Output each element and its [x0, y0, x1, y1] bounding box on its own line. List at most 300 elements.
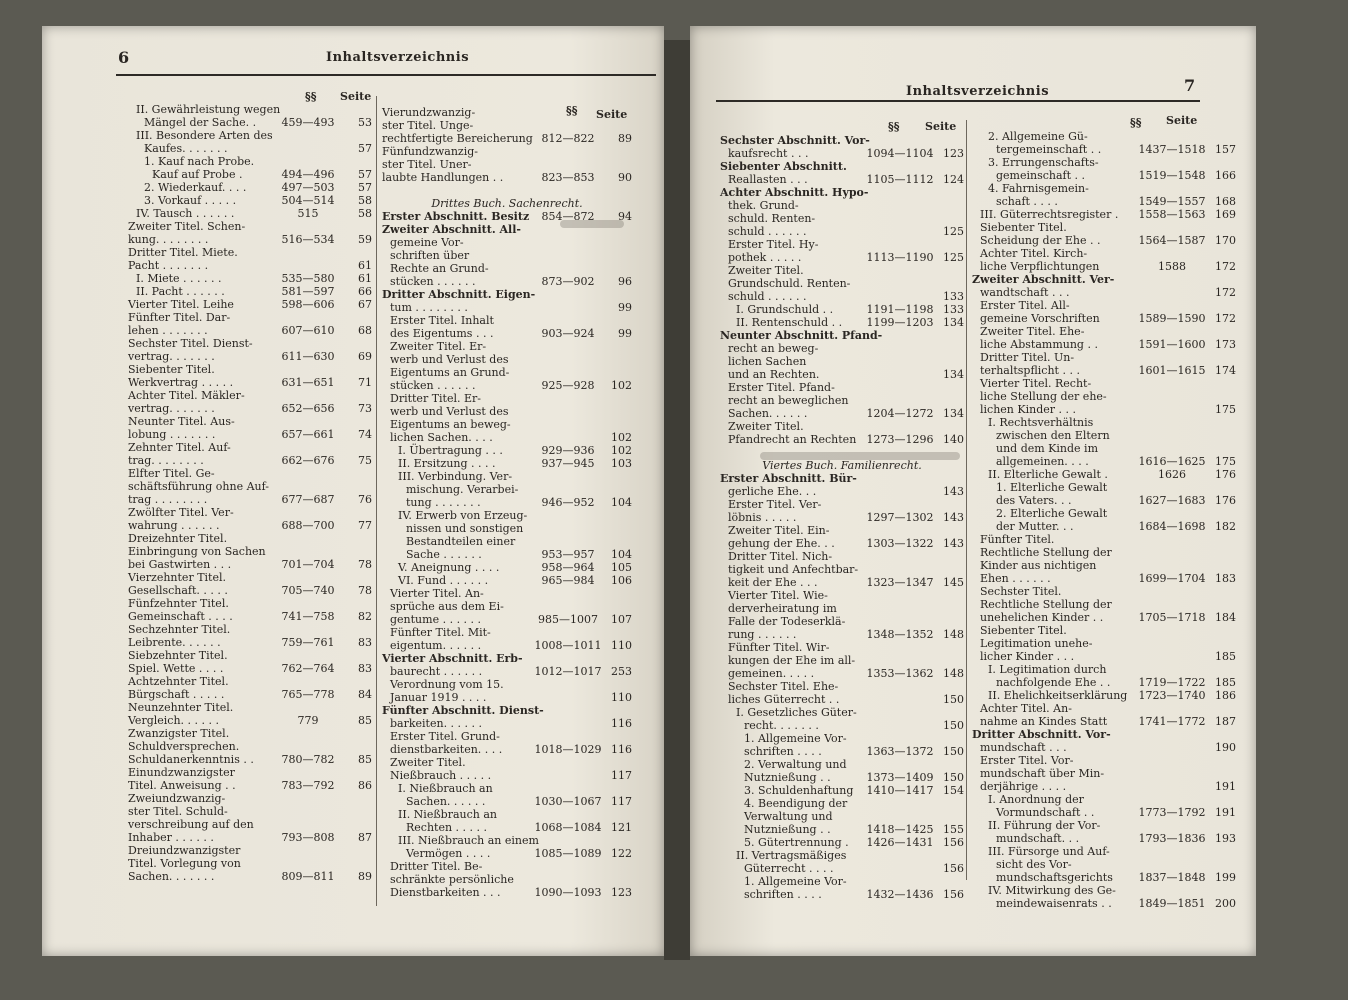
- toc-entry-title: Werkvertrag . . . . .: [128, 376, 234, 389]
- toc-entry-paragraphs: 812—822: [541, 132, 595, 145]
- right-col1-head-page: Seite: [925, 120, 957, 133]
- toc-entry: [972, 793, 1236, 806]
- toc-entry-page: 76: [358, 493, 372, 506]
- toc-entry-page: 61: [358, 272, 372, 285]
- toc-entry-title: Inhaber . . . . . .: [128, 831, 214, 844]
- toc-entry-title: der Mutter. . .: [996, 520, 1074, 533]
- toc-entry-title: Dritter Titel. Nich-: [728, 550, 833, 563]
- toc-entry-title: liche Abstammung . .: [980, 338, 1098, 351]
- toc-entry-title: Siebenter Titel.: [128, 363, 215, 376]
- toc-entry-page: 125: [943, 225, 964, 238]
- toc-entry-title: Siebenter Titel.: [980, 624, 1067, 637]
- toc-entry-title: Elfter Titel. Ge-: [128, 467, 215, 480]
- toc-entry: [720, 394, 964, 407]
- toc-entry-paragraphs: 925—928: [541, 379, 595, 392]
- toc-entry-title: mischung. Verarbei-: [406, 483, 519, 496]
- toc-entry: [382, 301, 632, 314]
- toc-entry-title: kungen der Ehe im all-: [728, 654, 856, 667]
- toc-entry-paragraphs: 1549—1557: [1138, 195, 1206, 208]
- toc-entry-title: Eigentums an beweg-: [390, 418, 511, 431]
- toc-entry: [382, 743, 632, 756]
- toc-entry-title: trag. . . . . . . .: [128, 454, 204, 467]
- toc-entry-paragraphs: 1199—1203: [866, 316, 934, 329]
- toc-entry: [972, 416, 1236, 429]
- toc-entry: [382, 353, 632, 366]
- toc-entry-title: Sechzehnter Titel.: [128, 623, 231, 636]
- toc-entry-page: 68: [358, 324, 372, 337]
- toc-entry-title: Sechster Abschnitt. Vor-: [720, 134, 870, 147]
- toc-entry-title: stücken . . . . . .: [390, 275, 476, 288]
- toc-entry-page: 123: [943, 147, 964, 160]
- toc-entry: [720, 368, 964, 381]
- toc-entry-page: 143: [943, 485, 964, 498]
- toc-entry: [382, 782, 632, 795]
- toc-entry-page: 78: [358, 558, 372, 571]
- toc-entry: [972, 494, 1236, 507]
- toc-entry: [382, 795, 632, 808]
- toc-entry-title: gemeinschaft . .: [996, 169, 1086, 182]
- toc-entry-page: 173: [1215, 338, 1236, 351]
- toc-entry-title: Zweiter Titel.: [728, 264, 804, 277]
- toc-entry-page: 104: [611, 496, 632, 509]
- toc-entry: [720, 355, 964, 368]
- toc-entry-title: Neunzehnter Titel.: [128, 701, 234, 714]
- toc-entry-title: Fünfter Abschnitt. Dienst-: [382, 704, 544, 717]
- toc-entry-title: Reallasten . . .: [728, 173, 808, 186]
- toc-entry-page: 150: [943, 745, 964, 758]
- toc-entry-title: 3. Schuldenhaftung: [744, 784, 854, 797]
- toc-entry-title: II. Nießbrauch an: [398, 808, 498, 821]
- toc-entry-title: Fünfter Titel. Dar-: [128, 311, 231, 324]
- right-col2-head-paras: §§: [1130, 116, 1142, 129]
- left-column-divider: [376, 96, 377, 906]
- toc-entry: [382, 496, 632, 509]
- toc-entry-title: Vierter Titel. Wie-: [728, 589, 828, 602]
- toc-entry: [972, 611, 1236, 624]
- toc-entry: [972, 377, 1236, 390]
- toc-entry-title: Zweiter Titel.: [728, 420, 804, 433]
- toc-entry: [972, 130, 1236, 143]
- toc-entry-page: 124: [943, 173, 964, 186]
- toc-entry: [720, 784, 964, 797]
- toc-entry: [128, 311, 372, 324]
- toc-entry-title: pothek . . . . .: [728, 251, 802, 264]
- toc-entry-paragraphs: 662—676: [281, 454, 335, 467]
- toc-entry-title: Bestandteilen einer: [406, 535, 516, 548]
- toc-entry-paragraphs: 1437—1518: [1138, 143, 1206, 156]
- toc-entry: [972, 663, 1236, 676]
- toc-entry: [972, 260, 1236, 273]
- toc-entry-title: schuld. Renten-: [728, 212, 816, 225]
- toc-entry: [382, 145, 632, 158]
- toc-entry-paragraphs: 1719—1722: [1138, 676, 1206, 689]
- toc-entry: [972, 247, 1236, 260]
- toc-entry-title: Pfandrecht an Rechten: [728, 433, 857, 446]
- toc-entry: [720, 719, 964, 732]
- toc-entry-title: lichen Sachen: [728, 355, 807, 368]
- toc-entry-title: tigkeit und Anfechtbar-: [728, 563, 859, 576]
- toc-entry-paragraphs: 793—808: [281, 831, 335, 844]
- toc-entry: [128, 155, 372, 168]
- toc-entry-page: 134: [943, 368, 964, 381]
- toc-entry: [382, 561, 632, 574]
- toc-entry: [720, 680, 964, 693]
- toc-entry-title: Zwanzigster Titel.: [128, 727, 230, 740]
- toc-entry-title: Fünfundzwanzig-: [382, 145, 479, 158]
- toc-entry-paragraphs: 607—610: [281, 324, 335, 337]
- toc-entry-paragraphs: 1705—1718: [1138, 611, 1206, 624]
- toc-entry-title: Zweiundzwanzig-: [128, 792, 226, 805]
- toc-entry-page: 191: [1215, 806, 1236, 819]
- toc-entry-title: Spiel. Wette . . . .: [128, 662, 224, 675]
- toc-entry: [972, 468, 1236, 481]
- toc-entry-title: eigentum. . . . . .: [390, 639, 482, 652]
- toc-entry-title: Dritter Titel. Er-: [390, 392, 482, 405]
- toc-entry: [720, 498, 964, 511]
- toc-entry-title: liche Stellung der ehe-: [980, 390, 1107, 403]
- toc-entry: [382, 366, 632, 379]
- toc-entry-title: Erster Titel. Ver-: [728, 498, 822, 511]
- toc-entry: [972, 572, 1236, 585]
- toc-entry: [972, 481, 1236, 494]
- toc-entry: [128, 259, 372, 272]
- toc-entry: [720, 602, 964, 615]
- toc-entry-page: 99: [618, 327, 632, 340]
- toc-entry-paragraphs: 965—984: [541, 574, 595, 587]
- toc-entry-title: nachfolgende Ehe . .: [996, 676, 1111, 689]
- toc-entry: [382, 509, 632, 522]
- toc-entry-title: Bürgschaft . . . . .: [128, 688, 225, 701]
- toc-entry: [382, 457, 632, 470]
- toc-entry-title: derverheiratung im: [728, 602, 837, 615]
- toc-entry: [972, 455, 1236, 468]
- toc-entry: [720, 511, 964, 524]
- toc-entry: [382, 483, 632, 496]
- toc-entry: [720, 303, 964, 316]
- toc-entry: [720, 459, 964, 472]
- toc-entry-title: Verwaltung und: [744, 810, 833, 823]
- toc-entry-title: Eigentums an Grund-: [390, 366, 510, 379]
- left-col1-head-paras: §§: [305, 90, 317, 103]
- toc-entry: [128, 584, 372, 597]
- left-column-1: [128, 103, 372, 883]
- toc-entry: [972, 702, 1236, 715]
- toc-entry-page: 121: [611, 821, 632, 834]
- toc-entry: [720, 238, 964, 251]
- toc-entry: [720, 576, 964, 589]
- toc-entry: [972, 819, 1236, 832]
- toc-entry-page: 117: [611, 795, 632, 808]
- toc-entry-page: 104: [611, 548, 632, 561]
- toc-entry: [972, 832, 1236, 845]
- toc-entry: [972, 195, 1236, 208]
- toc-entry: [382, 860, 632, 873]
- toc-entry-title: zwischen den Eltern: [996, 429, 1110, 442]
- toc-entry: [382, 886, 632, 899]
- toc-entry-page: 58: [358, 207, 372, 220]
- toc-entry-page: 156: [943, 836, 964, 849]
- toc-entry: [972, 221, 1236, 234]
- toc-entry-title: lichen Kinder . . .: [980, 403, 1076, 416]
- toc-entry: [128, 298, 372, 311]
- toc-entry: [720, 849, 964, 862]
- toc-entry: [128, 870, 372, 883]
- toc-entry-title: Dritter Titel. Miete.: [128, 246, 238, 259]
- left-col2-head-paras: §§: [566, 104, 578, 117]
- toc-entry-page: 57: [358, 168, 372, 181]
- toc-entry-page: 155: [943, 823, 964, 836]
- toc-entry-title: mundschaft . . .: [980, 741, 1067, 754]
- toc-entry: [128, 389, 372, 402]
- toc-entry-title: und dem Kinde im: [996, 442, 1099, 455]
- toc-entry: [382, 262, 632, 275]
- toc-entry-title: Dritter Titel. Un-: [980, 351, 1075, 364]
- toc-entry-title: Achter Titel. Mäkler-: [128, 389, 245, 402]
- toc-entry: [382, 613, 632, 626]
- toc-entry-title: 5. Gütertrennung .: [744, 836, 849, 849]
- right-column-2: [972, 130, 1236, 910]
- toc-entry-paragraphs: 809—811: [281, 870, 335, 883]
- toc-entry: [972, 741, 1236, 754]
- toc-entry-title: schuld . . . . . .: [728, 290, 807, 303]
- toc-entry: [720, 407, 964, 420]
- toc-entry: [382, 665, 632, 678]
- toc-entry-title: licher Kinder . . .: [980, 650, 1075, 663]
- toc-entry: [720, 888, 964, 901]
- toc-entry-page: 184: [1215, 611, 1236, 624]
- toc-entry-page: 69: [358, 350, 372, 363]
- toc-entry: [720, 342, 964, 355]
- toc-entry-title: barkeiten. . . . . .: [390, 717, 483, 730]
- toc-entry: [720, 381, 964, 394]
- toc-entry-title: Erster Titel. Inhalt: [390, 314, 494, 327]
- toc-entry-title: Erster Titel. Grund-: [390, 730, 500, 743]
- toc-entry-title: Fünfter Titel. Mit-: [390, 626, 491, 639]
- toc-entry-title: nahme an Kindes Statt: [980, 715, 1108, 728]
- toc-entry-page: 150: [943, 719, 964, 732]
- toc-entry: [720, 836, 964, 849]
- toc-entry-title: I. Anordnung der: [988, 793, 1084, 806]
- toc-entry-title: Scheidung der Ehe . .: [980, 234, 1101, 247]
- toc-entry-page: 57: [358, 181, 372, 194]
- toc-entry: [128, 272, 372, 285]
- toc-entry: [382, 756, 632, 769]
- toc-entry: [128, 831, 372, 844]
- toc-entry-page: 59: [358, 233, 372, 246]
- toc-entry: [128, 506, 372, 519]
- toc-entry: [128, 233, 372, 246]
- toc-entry: [382, 678, 632, 691]
- toc-entry-page: 172: [1215, 312, 1236, 325]
- toc-entry: [972, 780, 1236, 793]
- toc-entry: [972, 871, 1236, 884]
- toc-entry-page: 145: [943, 576, 964, 589]
- toc-entry: [720, 329, 964, 342]
- toc-entry-page: 148: [943, 628, 964, 641]
- toc-entry-page: 87: [358, 831, 372, 844]
- left-page-number: 6: [118, 48, 130, 67]
- toc-entry-paragraphs: 823—853: [541, 171, 595, 184]
- toc-entry-title: ster Titel. Unge-: [382, 119, 474, 132]
- toc-entry-page: 122: [611, 847, 632, 860]
- toc-entry: [382, 847, 632, 860]
- toc-entry-title: Pacht . . . . . . .: [128, 259, 209, 272]
- toc-entry: [382, 327, 632, 340]
- toc-entry-title: sicht des Vor-: [996, 858, 1072, 871]
- toc-entry: [128, 857, 372, 870]
- toc-entry-title: III. Fürsorge und Auf-: [988, 845, 1110, 858]
- toc-entry-paragraphs: 1373—1409: [866, 771, 934, 784]
- toc-entry-title: Vierter Abschnitt. Erb-: [382, 652, 523, 665]
- toc-entry-paragraphs: 581—597: [281, 285, 335, 298]
- toc-entry-title: Güterrecht . . . .: [744, 862, 834, 875]
- toc-entry-page: 186: [1215, 689, 1236, 702]
- toc-entry-page: 187: [1215, 715, 1236, 728]
- toc-entry-title: schränkte persönliche: [390, 873, 514, 886]
- toc-entry-title: III. Güterrechtsregister .: [980, 208, 1119, 221]
- toc-entry-paragraphs: 765—778: [281, 688, 335, 701]
- toc-entry: [382, 873, 632, 886]
- toc-entry-title: gerliche Ehe. . .: [728, 485, 817, 498]
- toc-entry-title: lehen . . . . . . .: [128, 324, 208, 337]
- toc-entry-title: Siebenter Abschnitt.: [720, 160, 847, 173]
- toc-entry-paragraphs: 759—761: [281, 636, 335, 649]
- toc-entry: [382, 106, 632, 119]
- toc-entry-title: kaufsrecht . . .: [728, 147, 809, 160]
- toc-entry-title: Falle der Todeserklä-: [728, 615, 846, 628]
- toc-entry: [128, 610, 372, 623]
- toc-entry-page: 156: [943, 888, 964, 901]
- toc-entry-paragraphs: 1363—1372: [866, 745, 934, 758]
- toc-entry: [972, 520, 1236, 533]
- toc-entry: [382, 236, 632, 249]
- toc-entry: [128, 467, 372, 480]
- toc-entry-title: II. Pacht . . . . . .: [136, 285, 225, 298]
- toc-entry: [720, 472, 964, 485]
- toc-entry-paragraphs: 611—630: [281, 350, 335, 363]
- toc-entry-title: gemeinen. . . . .: [728, 667, 815, 680]
- toc-entry-title: Fünfter Titel.: [980, 533, 1055, 546]
- toc-entry: [972, 299, 1236, 312]
- toc-entry-title: Titel. Anweisung . .: [128, 779, 236, 792]
- toc-entry-title: schäftsführung ohne Auf-: [128, 480, 270, 493]
- toc-entry-paragraphs: 1068—1084: [534, 821, 602, 834]
- toc-entry-title: wahrung . . . . . .: [128, 519, 220, 532]
- toc-entry-title: Rechtliche Stellung der: [980, 546, 1112, 559]
- toc-entry: [972, 234, 1236, 247]
- toc-entry-paragraphs: 535—580: [281, 272, 335, 285]
- toc-entry-title: verschreibung auf den: [128, 818, 254, 831]
- toc-entry-paragraphs: 985—1007: [538, 613, 598, 626]
- toc-entry-title: Achtzehnter Titel.: [128, 675, 229, 688]
- toc-entry-title: Rechten . . . . .: [406, 821, 488, 834]
- toc-entry-title: kung. . . . . . . .: [128, 233, 209, 246]
- toc-entry-page: 174: [1215, 364, 1236, 377]
- toc-entry-title: 2. Elterliche Gewalt: [996, 507, 1108, 520]
- toc-entry-page: 75: [358, 454, 372, 467]
- toc-entry-page: 156: [943, 862, 964, 875]
- toc-entry-paragraphs: 1105—1112: [866, 173, 934, 186]
- toc-entry-title: gemeine Vor-: [390, 236, 464, 249]
- toc-entry-page: 185: [1215, 650, 1236, 663]
- toc-entry: [128, 818, 372, 831]
- toc-entry: [128, 844, 372, 857]
- toc-entry: [382, 405, 632, 418]
- toc-entry-title: I. Übertragung . . .: [398, 444, 503, 457]
- toc-entry-page: 117: [611, 769, 632, 782]
- toc-entry-title: vertrag. . . . . . .: [128, 402, 215, 415]
- toc-entry: [972, 533, 1236, 546]
- toc-entry-title: Drittes Buch. Sachenrecht.: [431, 197, 583, 210]
- toc-entry-page: 125: [943, 251, 964, 264]
- toc-entry: [128, 376, 372, 389]
- toc-entry: [128, 740, 372, 753]
- pencil-mark: [560, 220, 624, 228]
- toc-entry-title: schuld . . . . . .: [728, 225, 807, 238]
- toc-entry-paragraphs: 1837—1848: [1138, 871, 1206, 884]
- toc-entry: [972, 637, 1236, 650]
- toc-entry-page: 78: [358, 584, 372, 597]
- toc-entry: [382, 574, 632, 587]
- toc-entry: [972, 169, 1236, 182]
- toc-entry: [382, 821, 632, 834]
- toc-entry: [382, 249, 632, 262]
- toc-entry-title: schriften über: [390, 249, 470, 262]
- toc-entry-paragraphs: 1426—1431: [866, 836, 934, 849]
- toc-entry: [382, 717, 632, 730]
- toc-entry-title: recht. . . . . . .: [744, 719, 819, 732]
- toc-entry: [382, 769, 632, 782]
- right-header-rule: [716, 100, 1200, 102]
- toc-entry: [972, 156, 1236, 169]
- toc-entry: [382, 691, 632, 704]
- toc-entry-title: Schuldversprechen.: [128, 740, 240, 753]
- toc-entry-title: schriften . . . .: [744, 745, 822, 758]
- toc-entry-paragraphs: 657—661: [281, 428, 335, 441]
- toc-entry-paragraphs: 1012—1017: [534, 665, 602, 678]
- toc-entry-title: schriften . . . .: [744, 888, 822, 901]
- toc-entry-title: baurecht . . . . . .: [390, 665, 483, 678]
- toc-entry: [972, 273, 1236, 286]
- toc-entry-page: 106: [611, 574, 632, 587]
- toc-entry-paragraphs: 741—758: [281, 610, 335, 623]
- toc-entry-page: 176: [1215, 468, 1236, 481]
- right-column-1: [720, 134, 964, 901]
- toc-entry-title: Leibrente. . . . . .: [128, 636, 221, 649]
- toc-entry-paragraphs: 929—936: [541, 444, 595, 457]
- toc-entry-page: 133: [943, 303, 964, 316]
- toc-entry-title: Kauf auf Probe .: [152, 168, 243, 181]
- toc-entry-title: IV. Erwerb von Erzeug-: [398, 509, 528, 522]
- toc-entry: [382, 431, 632, 444]
- toc-entry-title: thek. Grund-: [728, 199, 799, 212]
- toc-entry: [720, 823, 964, 836]
- toc-entry-title: Zweiter Titel. Ehe-: [980, 325, 1085, 338]
- toc-entry: [128, 792, 372, 805]
- toc-entry-title: Zweiter Titel. Ein-: [728, 524, 830, 537]
- toc-entry-title: werb und Verlust des: [390, 353, 509, 366]
- toc-entry: [382, 171, 632, 184]
- toc-entry: [128, 129, 372, 142]
- toc-entry-title: Siebzehnter Titel.: [128, 649, 228, 662]
- left-header-rule: [116, 74, 656, 76]
- toc-entry-paragraphs: 1113—1190: [866, 251, 934, 264]
- toc-entry: [972, 676, 1236, 689]
- toc-entry-title: II. Ehelichkeitserklärung: [988, 689, 1128, 702]
- toc-entry-title: lobung . . . . . . .: [128, 428, 216, 441]
- toc-entry-paragraphs: 1591—1600: [1138, 338, 1206, 351]
- toc-entry-page: 182: [1215, 520, 1236, 533]
